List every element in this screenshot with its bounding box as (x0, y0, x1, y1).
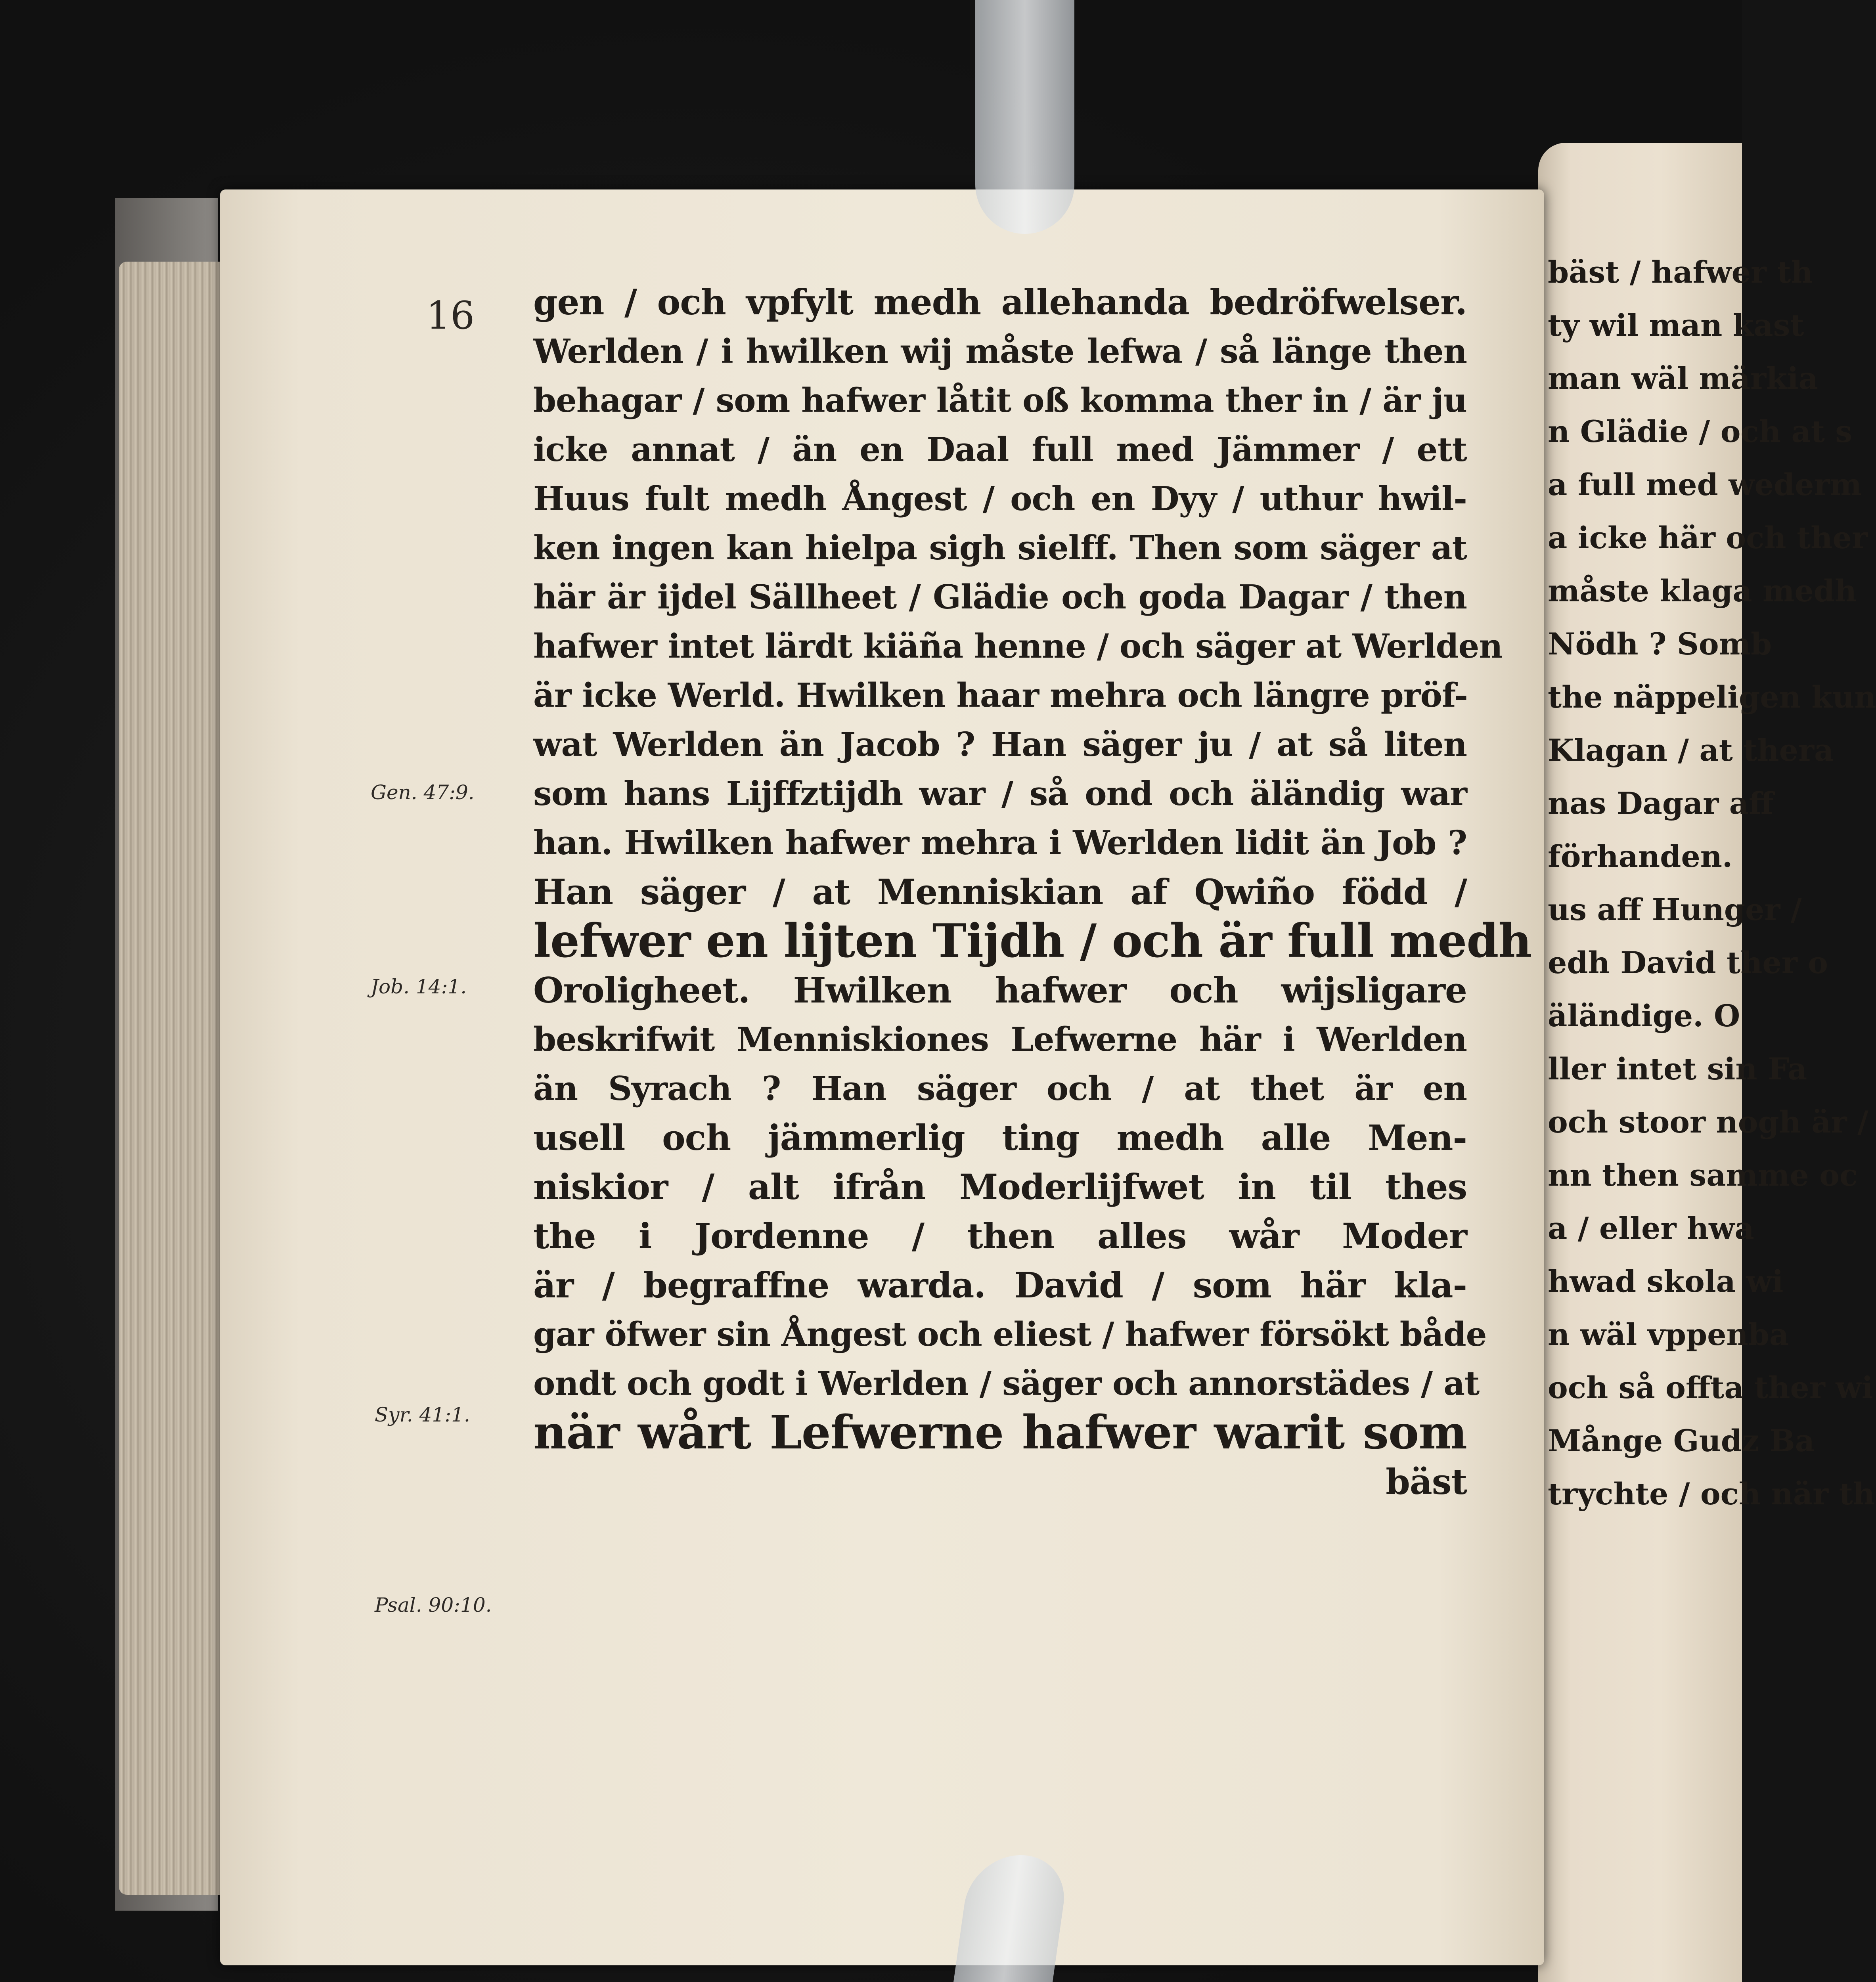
text-line: här är ijdel Sällheet / Glädie och goda Dagar / then (533, 578, 1467, 616)
text-line: ondt och godt i Werlden / säger och annorstädes / at (533, 1364, 1480, 1403)
facing-line: Månge Gudz Ba (1548, 1423, 1815, 1458)
margin-reference: Gen. 47:9. (371, 781, 475, 804)
text-line: gen / och vpfylt medh allehanda bedröfwelser. (533, 281, 1467, 323)
facing-line: bäst / hafwer th (1548, 254, 1813, 290)
text-line: när wårt Lefwerne hafwer warit som (533, 1406, 1467, 1460)
margin-reference: Job. 14:1. (371, 975, 467, 998)
margin-reference: Psal. 90:10. (375, 1594, 492, 1617)
facing-line: och så offta ther wi (1548, 1370, 1873, 1405)
page-number: 16 (426, 293, 475, 338)
text-line: niskior / alt ifrån Moderlijfwet in til thes (533, 1166, 1467, 1207)
text-line: behagar / som hafwer låtit oß komma ther in / är ju (533, 381, 1467, 420)
facing-line: ty wil man kast (1548, 308, 1804, 343)
text-line: Han säger / at Menniskian af Qwiño född / (533, 871, 1467, 913)
facing-line: trychte / och när th (1548, 1476, 1875, 1511)
facing-line: edh David ther o (1548, 945, 1828, 980)
facing-page-text (1548, 246, 1876, 1521)
text-line: ken ingen kan hielpa sigh sielff. Then som säger at (533, 528, 1467, 567)
text-line: wat Werlden än Jacob ? Han säger ju / at så liten (533, 725, 1467, 764)
text-line: usell och jämmerlig ting medh alle Men- (533, 1117, 1467, 1158)
catchword: bäst (1386, 1461, 1467, 1502)
text-line: Huus fult medh Ångest / och en Dyy / uthur hwil- (533, 479, 1467, 518)
facing-line: a full med wederm (1548, 467, 1862, 502)
facing-line: ller intet sin Fa (1548, 1051, 1807, 1087)
facing-line: man wäl märkia (1548, 361, 1818, 396)
text-line: är / begraffne warda. David / som här kla- (533, 1265, 1467, 1306)
facing-line: a icke här och ther (1548, 520, 1868, 555)
text-line: lefwer en lijten Tijdh / och är full medh (533, 914, 1531, 968)
text-line: hafwer intet lärdt kiäña henne / och säger at Werlden (533, 627, 1503, 666)
text-line: beskrifwit Menniskiones Lefwerne här i Werlden (533, 1020, 1467, 1059)
facing-line: n Glädie / och at s (1548, 414, 1853, 449)
text-line: Werlden / i hwilken wij måste lefwa / så länge then (533, 332, 1467, 371)
page-block-edges (119, 262, 230, 1895)
facing-line: a / eller hwa (1548, 1211, 1754, 1246)
margin-reference: Syr. 41:1. (375, 1403, 470, 1426)
facing-line: Nödh ? Somb (1548, 626, 1772, 662)
facing-line: n wäl vppenba (1548, 1317, 1789, 1352)
facing-line: the näppeligen kun (1548, 679, 1876, 715)
text-line: som hans Lijffztijdh war / så ond och äländig war (533, 774, 1467, 813)
facing-line: måste klaga medh (1548, 573, 1857, 608)
facing-line: äländige. O (1548, 998, 1740, 1033)
facing-page (1538, 143, 1876, 1982)
text-line: the i Jordenne / then alles wår Moder (533, 1215, 1467, 1257)
page-holder-clip-top (975, 0, 1074, 234)
text-line: Oroligheet. Hwilken hafwer och wijsligare (533, 970, 1467, 1011)
facing-line: Klagan / at thera (1548, 733, 1834, 768)
text-line: är icke Werld. Hwilken haar mehra och längre pröf- (533, 676, 1468, 715)
body-text (533, 277, 1531, 1506)
facing-line: nn then samme oc (1548, 1157, 1858, 1193)
facing-line: hwad skola wi (1548, 1264, 1784, 1299)
facing-line: us aff Hunger / (1548, 892, 1802, 927)
text-line: än Syrach ? Han säger och / at thet är en (533, 1069, 1467, 1108)
facing-line: förhanden. (1548, 839, 1733, 874)
text-line: gar öfwer sin Ångest och eliest / hafwer försökt både (533, 1315, 1487, 1354)
facing-line: nas Dagar aff (1548, 786, 1774, 821)
facing-line: och stoor nogh är / (1548, 1104, 1868, 1140)
text-line: han. Hwilken hafwer mehra i Werlden lidit än Job ? (533, 823, 1467, 862)
text-line: icke annat / än en Daal full med Jämmer / ett (533, 430, 1467, 469)
